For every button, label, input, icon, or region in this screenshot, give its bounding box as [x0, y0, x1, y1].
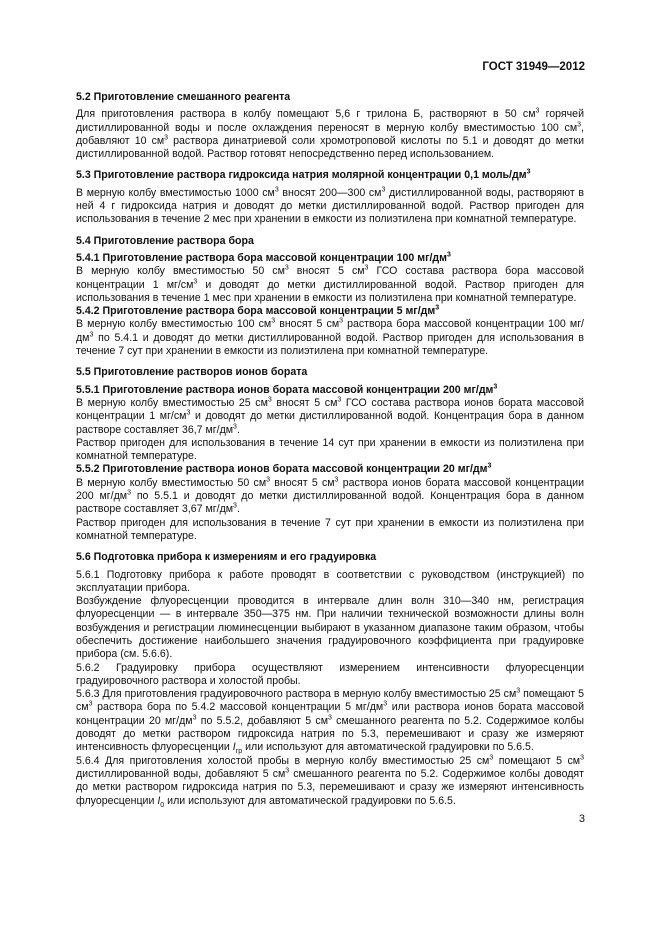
section-5-4-title: 5.4 Приготовление раствора бора	[76, 234, 254, 247]
section-5-4-1-title: 5.4.1 Приготовление раствора бора массовой концентрации 100 $мг/дм^3$	[76, 251, 451, 264]
section-5-6-1-paragraph: 5.6.1 Подготовку прибора к работе проводят в соответствии с руководством (инструкцией) по эксплуатации прибора.	[76, 568, 584, 594]
section-5-4-1-paragraph: В мерную колбу вместимостью 50 $см^3$ вносят 5 $см^3$ ГСО состава раствора бора массовой концентрации 1 $мг/см^3$ и доводят до метки дистиллированной водой. Раствор пригоден для использования в течение 1 мес при хранении в емкости из полиэтилена при комнатной температуре.	[76, 264, 584, 304]
section-5-4-2-title: 5.4.2 Приготовление раствора бора массовой концентрации 5 $мг/дм^3$	[76, 304, 440, 318]
document-body	[76, 91, 584, 808]
section-5-5-title: 5.5 Приготовление растворов ионов бората	[76, 366, 308, 379]
section-5-5-2-title: 5.5.2 Приготовление раствора ионов бората массовой концентрации 20 $мг/дм^3$	[76, 462, 492, 476]
section-5-6-3-paragraph: 5.6.3 Для приготовления градуировочного раствора в мерную колбу вместимостью 25 $см^3$ помещают 5 $см^3$ раствора бора по 5.4.2 массовой концентрации 5 $мг/дм^3$ или раствора ионов бората массовой концентрации 20 $мг/дм^3$ по 5.5.2, добавляют 5 $см^3$ смешанного реагента по 5.2. Содержимое колбы доводят до метки раствором гидроксида натрия по 5.3, перемешивают и сразу же измеряют интенсивность флуоресценции $I_{гр}$ или используют для автоматической градуировки по 5.6.5.	[76, 687, 585, 756]
section-5-2-title: 5.2 Приготовление смешанного реагента	[76, 91, 291, 103]
section-5-5-1-title: 5.5.1 Приготовление раствора ионов бората массовой концентрации 200 $мг/дм^3$	[76, 383, 498, 396]
section-5-6-2-paragraph: 5.6.2 Градуировку прибора осуществляют измерением интенсивности флуоресценции градуировочного раствора и холостой пробы.	[76, 661, 584, 687]
section-5-3-paragraph: В мерную колбу вместимостью 1000 $см^3$ вносят 200—300 $см^3$ дистиллированной воды, растворяют в ней 4 г гидроксида натрия и доводят до метки дистиллированной водой. Раствор пригоден для использования в течение 2 мес при хранении в емкости из полиэтилена при комнатной температуре.	[76, 186, 584, 226]
section-5-6-4-paragraph: 5.6.4 Для приготовления холостой пробы в мерную колбу вместимостью 25 $см^3$ помещают 5 $см^3$ дистиллированной воды, добавляют 5 $см^3$ смешанного реагента по 5.2. Содержимое колбы доводят до метки раствором гидроксида натрия по 5.3, перемешивают и сразу же измеряют интенсивность флуоресценции $I_0$ или используют для автоматической градуировки по 5.6.5.	[76, 754, 584, 809]
section-5-5-1-paragraph: В мерную колбу вместимостью 25 $см^3$ вносят 5 $см^3$ ГСО состава раствора ионов бората массовой концентрации 1 $мг/см^3$ и доводят до метки дистиллированной водой. Концентрация бора в данном растворе составляет 36,7 $мг/дм^3$.	[76, 396, 584, 436]
section-5-3-title: 5.3 Приготовление раствора гидроксида натрия молярной концентрации 0,1 моль/$дм^3$	[76, 168, 531, 182]
section-5-4-2-paragraph: В мерную колбу вместимостью 100 $см^3$ вносят 5 $см^3$ раствора бора массовой концентрации 100 $мг/дм^3$ по 5.4.1 и доводят до метки дистиллированной водой. Раствор пригоден для использования в течение 7 сут при хранении в емкости из полиэтилена при комнатной температуре.	[76, 317, 585, 358]
document-id: ГОСТ 31949—2012	[482, 61, 585, 73]
page-number: 3	[578, 813, 585, 825]
section-5-6-1-paragraph-2: Возбуждение флуоресценции проводится в интервале длин волн 310—340 нм, регистрация флуоресценции — в интервале 350—375 нм. При наличии технической возможности длины волн возбуждения и регистрации люминесценции выбирают в указанном диапазоне таким образом, чтобы обеспечить достижение наибольшего значения градуировочного коэффициента при градуировке прибора (см. 5.6.6).	[76, 595, 584, 661]
section-5-5-1-paragraph-2: Раствор пригоден для использования в течение 14 сут при хранении в емкости из полиэтилена при комнатной температуре.	[76, 436, 584, 463]
section-5-5-2-paragraph: В мерную колбу вместимостью 50 $см^3$ вносят 5 $см^3$ раствора ионов бората массовой концентрации 200 $мг/дм^3$ по 5.5.1 и доводят до метки дистиллированной водой. Концентрация бора в данном растворе составляет 3,67 $мг/дм^3$.	[76, 476, 584, 516]
section-5-6-title: 5.6 Подготовка прибора к измерениям и его градуировка	[76, 551, 377, 564]
section-5-5-2-paragraph-2: Раствор пригоден для использования в течение 7 сут при хранении в емкости из полиэтилена при комнатной температуре.	[76, 516, 584, 542]
section-5-2-paragraph: Для приготовления раствора в колбу помещают 5,6 г трилона Б, растворяют в 50 $см^3$ горячей дистиллированной воды и после охлаждения переносят в мерную колбу вместимостью 100 $см^3$, добавляют 10 $см^3$ раствора динатриевой соли хромотроповой кислоты по 5.1 и доводят до метки дистиллированной водой. Раствор готовят непосредственно перед использованием.	[76, 107, 584, 161]
